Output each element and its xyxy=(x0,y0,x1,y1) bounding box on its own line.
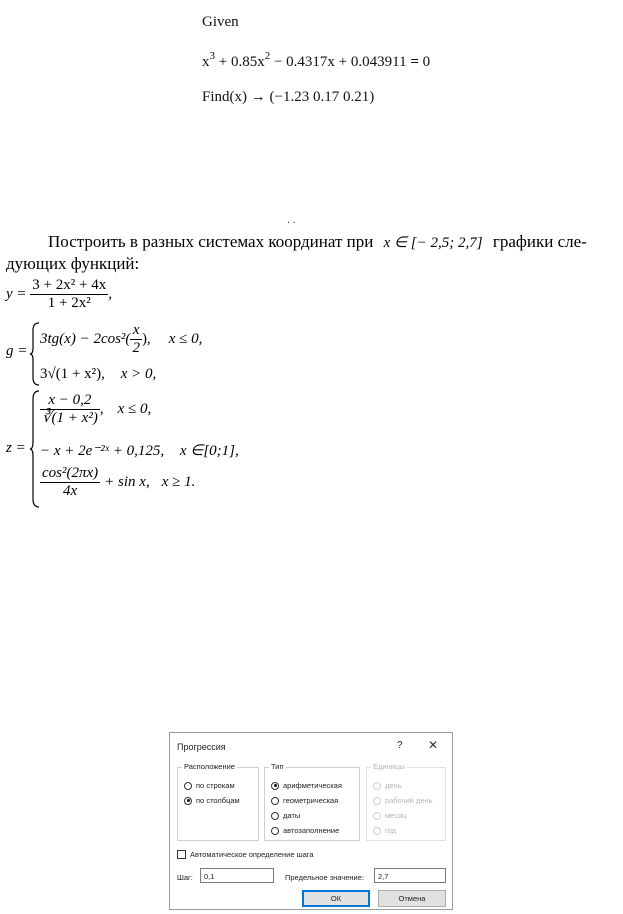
radio-dates-circle[interactable] xyxy=(271,812,279,820)
radio-by-rows-label: по строкам xyxy=(196,781,235,790)
eq-x: x xyxy=(202,54,210,70)
formula-z-case1 xyxy=(40,392,151,427)
mathcad-find: Find(x) → (−1.23 0.17 0.21) xyxy=(202,89,375,105)
formula-z-case3 xyxy=(40,465,195,500)
help-button[interactable]: ? xyxy=(397,740,403,751)
radio-workday-circle xyxy=(373,797,381,805)
radio-geometric[interactable] xyxy=(271,796,338,805)
formula-y-fraction xyxy=(30,277,108,312)
step-input[interactable]: 0,1 xyxy=(200,868,274,883)
group-type xyxy=(264,762,360,841)
radio-arithmetic-label: арифметическая xyxy=(283,781,342,790)
limit-label: Предельное значение: xyxy=(285,873,364,882)
blue-dots: .. xyxy=(287,212,298,226)
radio-month xyxy=(373,811,406,820)
g-case1-den: 2 xyxy=(132,340,140,356)
z-case1-num: x − 0,2 xyxy=(40,392,100,410)
radio-by-columns-circle[interactable] xyxy=(184,797,192,805)
auto-step-checkbox-box[interactable] xyxy=(177,850,186,859)
z-case3-den: 4x xyxy=(62,483,78,499)
z-case1-den: ∛(1 + x²) xyxy=(42,410,98,426)
radio-workday-label: рабочий день xyxy=(385,796,433,805)
radio-arithmetic-circle[interactable] xyxy=(271,782,279,790)
task-line2: дующих функций: xyxy=(6,254,140,273)
eq-term3: − 0.4317x + 0.043911 xyxy=(270,54,411,70)
radio-year xyxy=(373,826,396,835)
z-cond3: x ≥ 1. xyxy=(161,474,196,490)
radio-year-circle xyxy=(373,827,381,835)
z-case1-fraction xyxy=(40,392,100,427)
formula-g-case2 xyxy=(40,366,156,383)
g-case2-expr: 3√(1 + x²), xyxy=(40,366,105,382)
group-type-legend: Тип xyxy=(271,762,284,771)
radio-day xyxy=(373,781,402,790)
radio-arithmetic[interactable] xyxy=(271,781,342,790)
g-cond2: x > 0, xyxy=(120,366,157,382)
radio-autofill-label: автозаполнение xyxy=(283,826,340,835)
eq-rhs: 0 xyxy=(418,54,431,70)
radio-month-circle xyxy=(373,812,381,820)
z-cond1: x ≤ 0, xyxy=(117,401,152,417)
radio-autofill[interactable] xyxy=(271,826,339,835)
formula-g-lhs: g = xyxy=(6,343,28,359)
ok-button[interactable]: ОК xyxy=(302,890,370,907)
g-case1-num: x xyxy=(130,322,142,340)
eq-bold-equals: = xyxy=(410,54,419,70)
g-case1-expr: 3tg(x) − 2cos²( xyxy=(40,331,131,347)
formula-y-num: 3 + 2x² + 4x xyxy=(32,277,107,293)
formula-y-tail: , xyxy=(108,285,112,302)
task-line1 xyxy=(48,231,587,254)
radio-by-columns-label: по столбцам xyxy=(196,796,240,805)
formula-y-den: 1 + 2x² xyxy=(47,295,91,311)
radio-by-columns[interactable] xyxy=(184,796,240,805)
z-case1-tail: , xyxy=(99,401,104,417)
formula-z-case2 xyxy=(40,441,239,460)
radio-dates[interactable] xyxy=(271,811,300,820)
radio-dates-label: даты xyxy=(283,811,301,820)
z-case3-num: cos²(2πx) xyxy=(42,465,99,481)
limit-input[interactable]: 2,7 xyxy=(374,868,446,883)
auto-step-label: Автоматическое определение шага xyxy=(190,850,314,859)
radio-month-label: месяц xyxy=(385,811,407,820)
radio-workday xyxy=(373,796,433,805)
eq-pow3: 3 xyxy=(209,50,215,62)
mathcad-equation xyxy=(202,50,430,71)
cancel-button[interactable]: Отмена xyxy=(378,890,446,907)
z-case3-tail: + sin x, xyxy=(104,474,150,490)
radio-geometric-circle[interactable] xyxy=(271,797,279,805)
formula-y xyxy=(6,277,112,312)
formula-y-lhs: y = xyxy=(6,285,27,302)
group-layout-legend: Расположение xyxy=(184,762,235,771)
eq-pow2: 2 xyxy=(264,50,271,62)
z-case3-fraction xyxy=(40,465,100,500)
z-case2-expr: − x + 2e⁻²ˣ + 0,125, xyxy=(40,443,165,459)
dialog-title: Прогрессия xyxy=(177,742,226,752)
radio-day-label: день xyxy=(385,781,402,790)
step-label: Шаг: xyxy=(177,873,193,882)
task-text-end: графики сле- xyxy=(492,232,587,251)
mathcad-given: Given xyxy=(202,14,239,30)
z-cond2: x ∈[0;1], xyxy=(179,443,239,459)
close-button[interactable]: ✕ xyxy=(428,738,439,752)
auto-step-checkbox[interactable] xyxy=(177,850,314,859)
g-cond1: x ≤ 0, xyxy=(168,331,203,347)
formula-g-case1 xyxy=(40,322,202,357)
group-units-legend: Единицы xyxy=(373,762,405,771)
g-case1-tail: ), xyxy=(141,331,151,347)
radio-geometric-label: геометрическая xyxy=(283,796,339,805)
group-units xyxy=(366,762,446,841)
radio-day-circle xyxy=(373,782,381,790)
task-text-start: Построить в разных системах координат при xyxy=(48,232,374,251)
task-domain: x ∈ [− 2,5; 2,7] xyxy=(383,235,483,251)
radio-year-label: год xyxy=(385,826,396,835)
formula-z-lhs: z = xyxy=(6,440,26,456)
radio-by-rows-circle[interactable] xyxy=(184,782,192,790)
eq-term2: + 0.85x xyxy=(215,54,265,70)
group-layout xyxy=(177,762,259,841)
g-case1-fraction xyxy=(130,322,142,357)
progression-dialog xyxy=(169,732,453,910)
radio-autofill-circle[interactable] xyxy=(271,827,279,835)
radio-by-rows[interactable] xyxy=(184,781,235,790)
